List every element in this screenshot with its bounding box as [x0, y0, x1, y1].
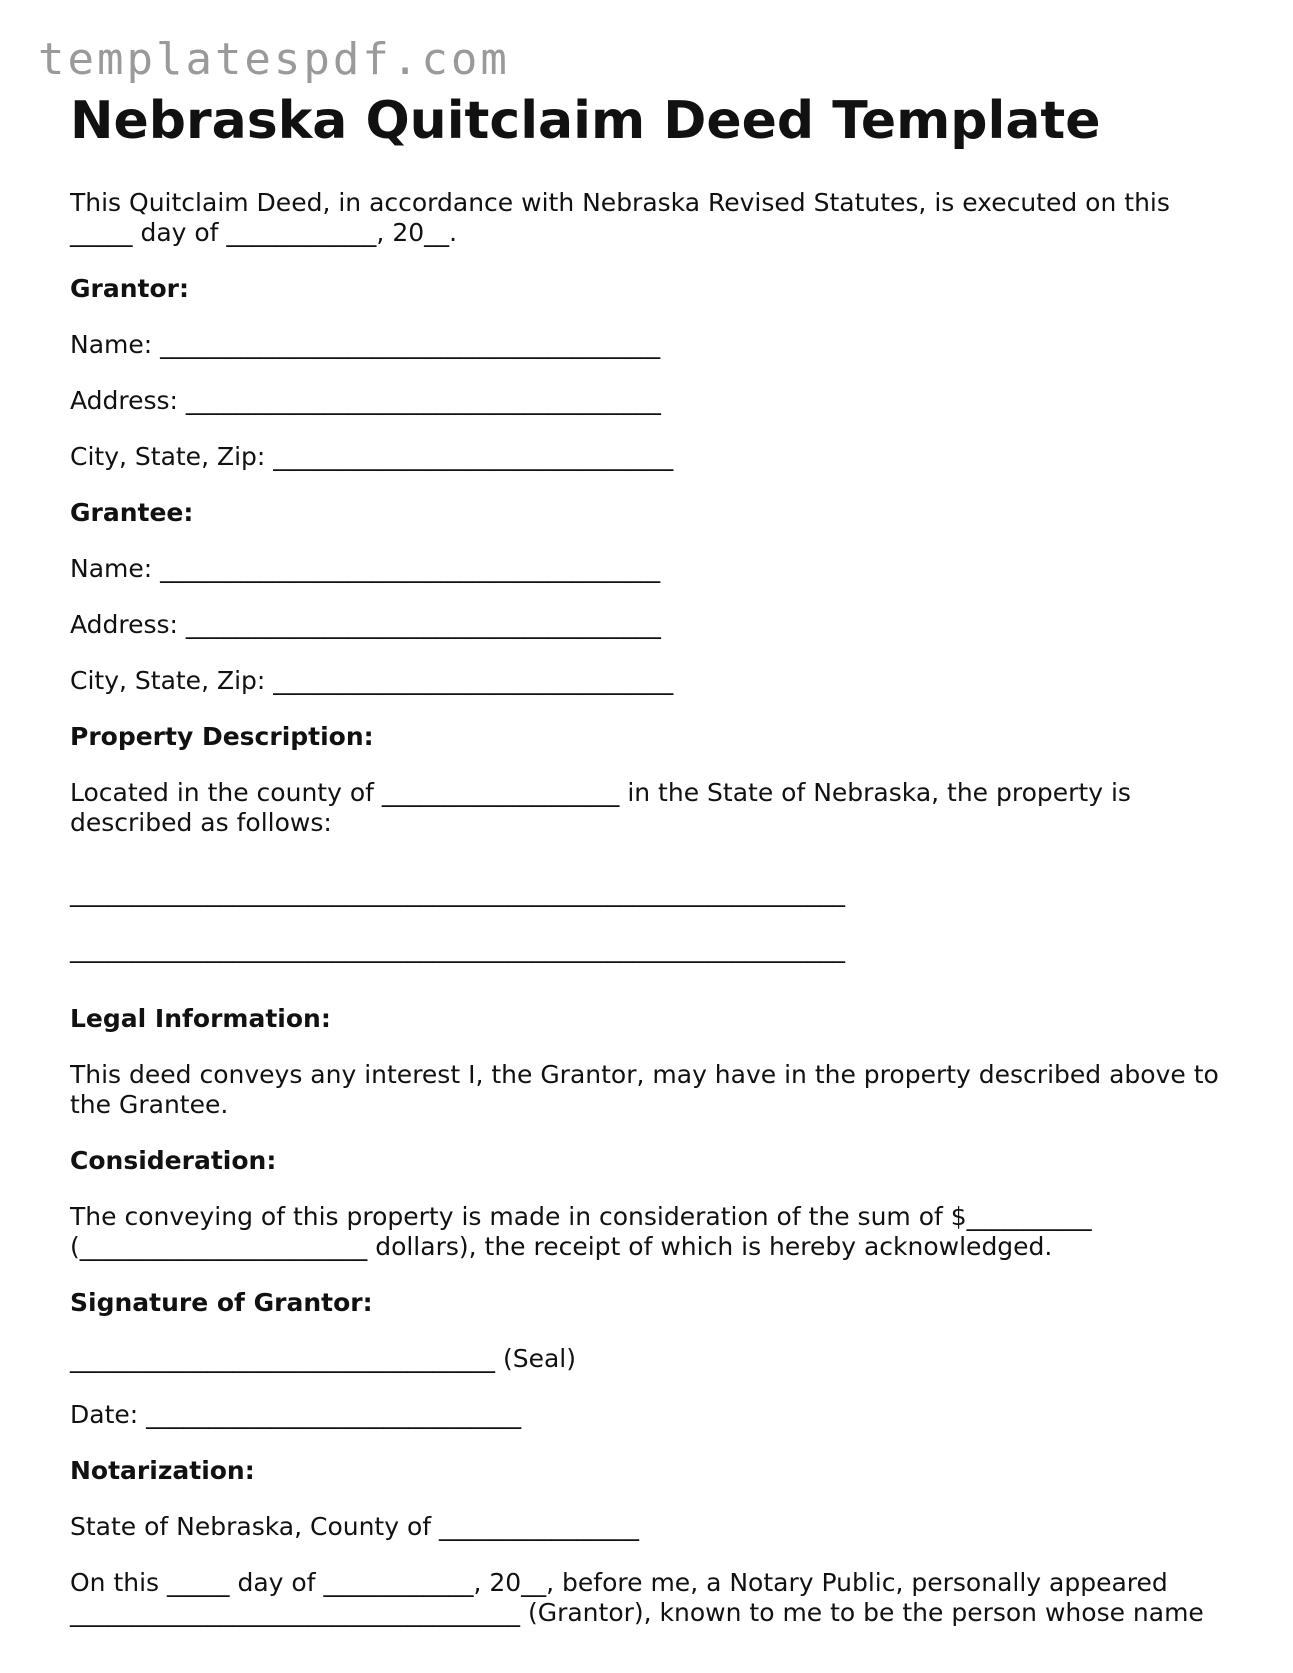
notarization-text: On this _____ day of ____________, 20__, before me, a Notary Public, personally appeared ____________________________________ (Grantor), known to me to be the person whose name	[70, 1567, 1204, 1627]
grantor-address-field: Address: ______________________________________	[70, 385, 661, 415]
consideration-text: The conveying of this property is made in consideration of the sum of $__________ (_______________________ dollars), the receipt of which is hereby acknowledged.	[70, 1201, 1092, 1261]
consideration-heading: Consideration:	[70, 1145, 277, 1175]
legal-text: This deed conveys any interest I, the Grantor, may have in the property described above to the Grantee.	[70, 1059, 1219, 1119]
grantor-name-field: Name: ________________________________________	[70, 329, 661, 359]
signature-date-line: Date: ______________________________	[70, 1399, 522, 1429]
grantor-heading: Grantor:	[70, 273, 189, 303]
notarization-county-line: State of Nebraska, County of ________________	[70, 1511, 640, 1541]
property-heading: Property Description:	[70, 721, 374, 751]
signature-heading: Signature of Grantor:	[70, 1287, 373, 1317]
page-title: Nebraska Quitclaim Deed Template	[70, 91, 1101, 151]
grantee-name-field: Name: ________________________________________	[70, 553, 661, 583]
grantor-city-field: City, State, Zip: ________________________________	[70, 441, 674, 471]
property-line-1: ______________________________________________________________	[70, 877, 845, 907]
watermark: templatespdf.com	[38, 34, 510, 85]
property-line-2: ______________________________________________________________	[70, 933, 845, 963]
grantee-address-field: Address: ______________________________________	[70, 609, 661, 639]
intro-paragraph: This Quitclaim Deed, in accordance with Nebraska Revised Statutes, is executed on this _____ day of ____________, 20__.	[70, 187, 1170, 247]
document-body	[70, 92, 1230, 1654]
signature-seal-line: __________________________________ (Seal)	[70, 1343, 576, 1373]
grantee-city-field: City, State, Zip: ________________________________	[70, 665, 674, 695]
grantee-heading: Grantee:	[70, 497, 194, 527]
notarization-heading: Notarization:	[70, 1455, 255, 1485]
property-text: Located in the county of ___________________ in the State of Nebraska, the property is described as follows:	[70, 777, 1131, 837]
legal-heading: Legal Information:	[70, 1003, 331, 1033]
